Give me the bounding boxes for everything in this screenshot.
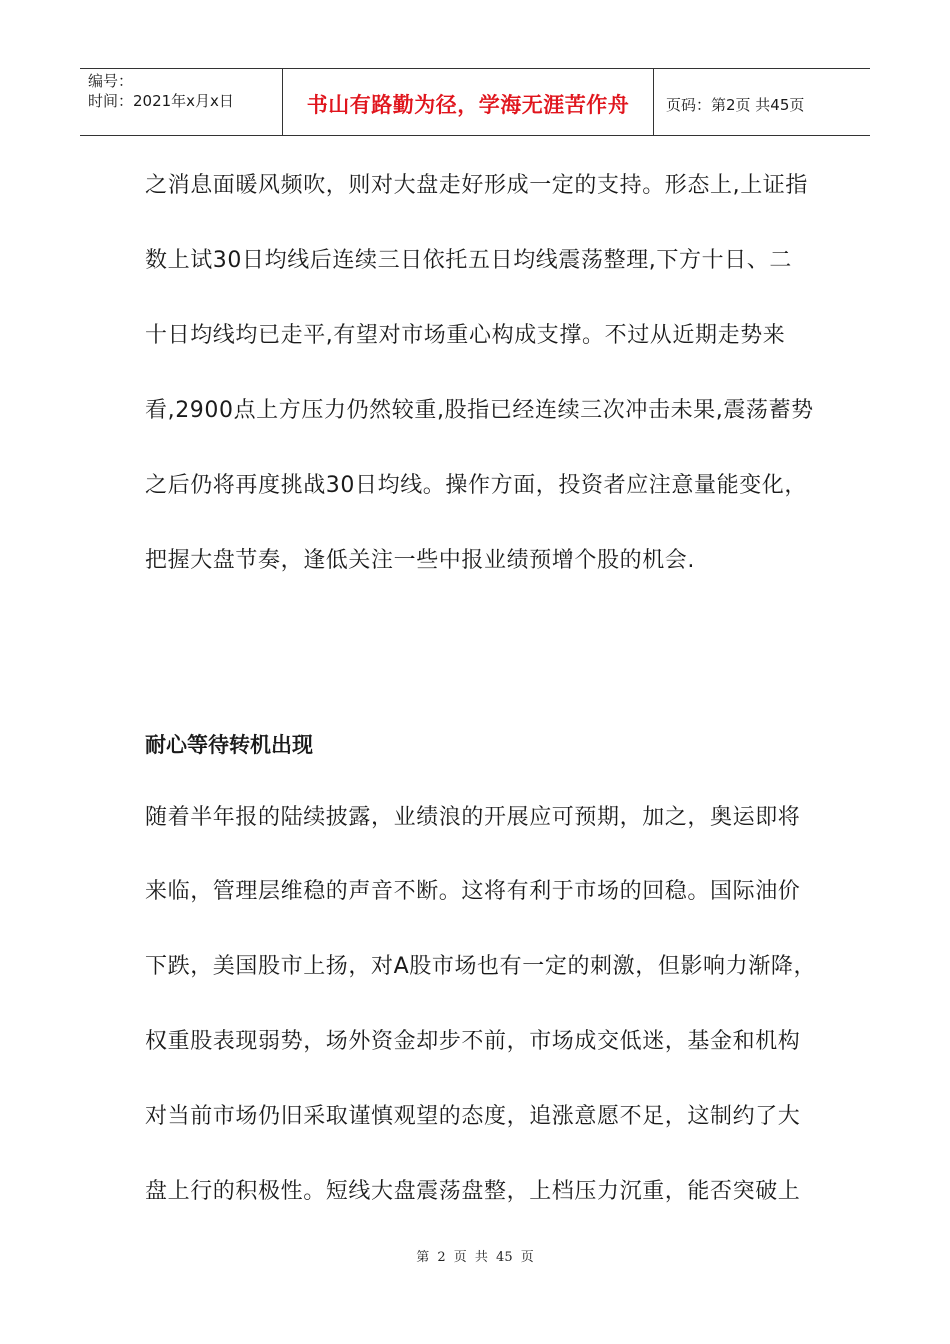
page-header xyxy=(80,68,870,136)
page-footer: 第 2 页 共 45 页 xyxy=(416,1250,534,1265)
body-line: 来临，管理层维稳的声音不断。这将有利于市场的回稳。国际油价 xyxy=(145,879,801,904)
body-line: 数上试30日均线后连续三日依托五日均线震荡整理,下方十日、二 xyxy=(145,248,792,273)
body-line: 盘上行的积极性。短线大盘震荡盘整，上档压力沉重，能否突破上 xyxy=(145,1179,801,1204)
document-number-label: 编号： xyxy=(88,72,134,90)
document-date-label: 时间：2021年x月x日 xyxy=(88,92,234,110)
header-motto: 书山有路勤为径，学海无涯苦作舟 xyxy=(283,69,654,135)
body-line: 下跌，美国股市上扬，对A股市场也有一定的刺激，但影响力渐降， xyxy=(145,954,817,979)
body-line: 对当前市场仍旧采取谨慎观望的态度，追涨意愿不足，这制约了大 xyxy=(145,1104,801,1129)
body-line: 看,2900点上方压力仍然较重,股指已经连续三次冲击未果,震荡蓄势 xyxy=(145,398,814,423)
header-meta-cell xyxy=(80,69,283,135)
body-line: 十日均线均已走平,有望对市场重心构成支撑。不过从近期走势来 xyxy=(145,323,786,348)
body-line: 之消息面暖风频吹，则对大盘走好形成一定的支持。形态上,上证指 xyxy=(145,173,808,198)
body-line: 随着半年报的陆续披露，业绩浪的开展应可预期，加之，奥运即将 xyxy=(145,805,801,830)
body-line: 权重股表现弱势，场外资金却步不前，市场成交低迷，基金和机构 xyxy=(145,1029,801,1054)
body-line: 之后仍将再度挑战30日均线。操作方面，投资者应注意量能变化， xyxy=(145,473,807,498)
header-page-info: 页码：第2页 共45页 xyxy=(666,95,805,114)
body-line: 把握大盘节奏，逢低关注一些中报业绩预增个股的机会. xyxy=(145,548,695,573)
section-heading: 耐心等待转机出现 xyxy=(145,733,313,757)
